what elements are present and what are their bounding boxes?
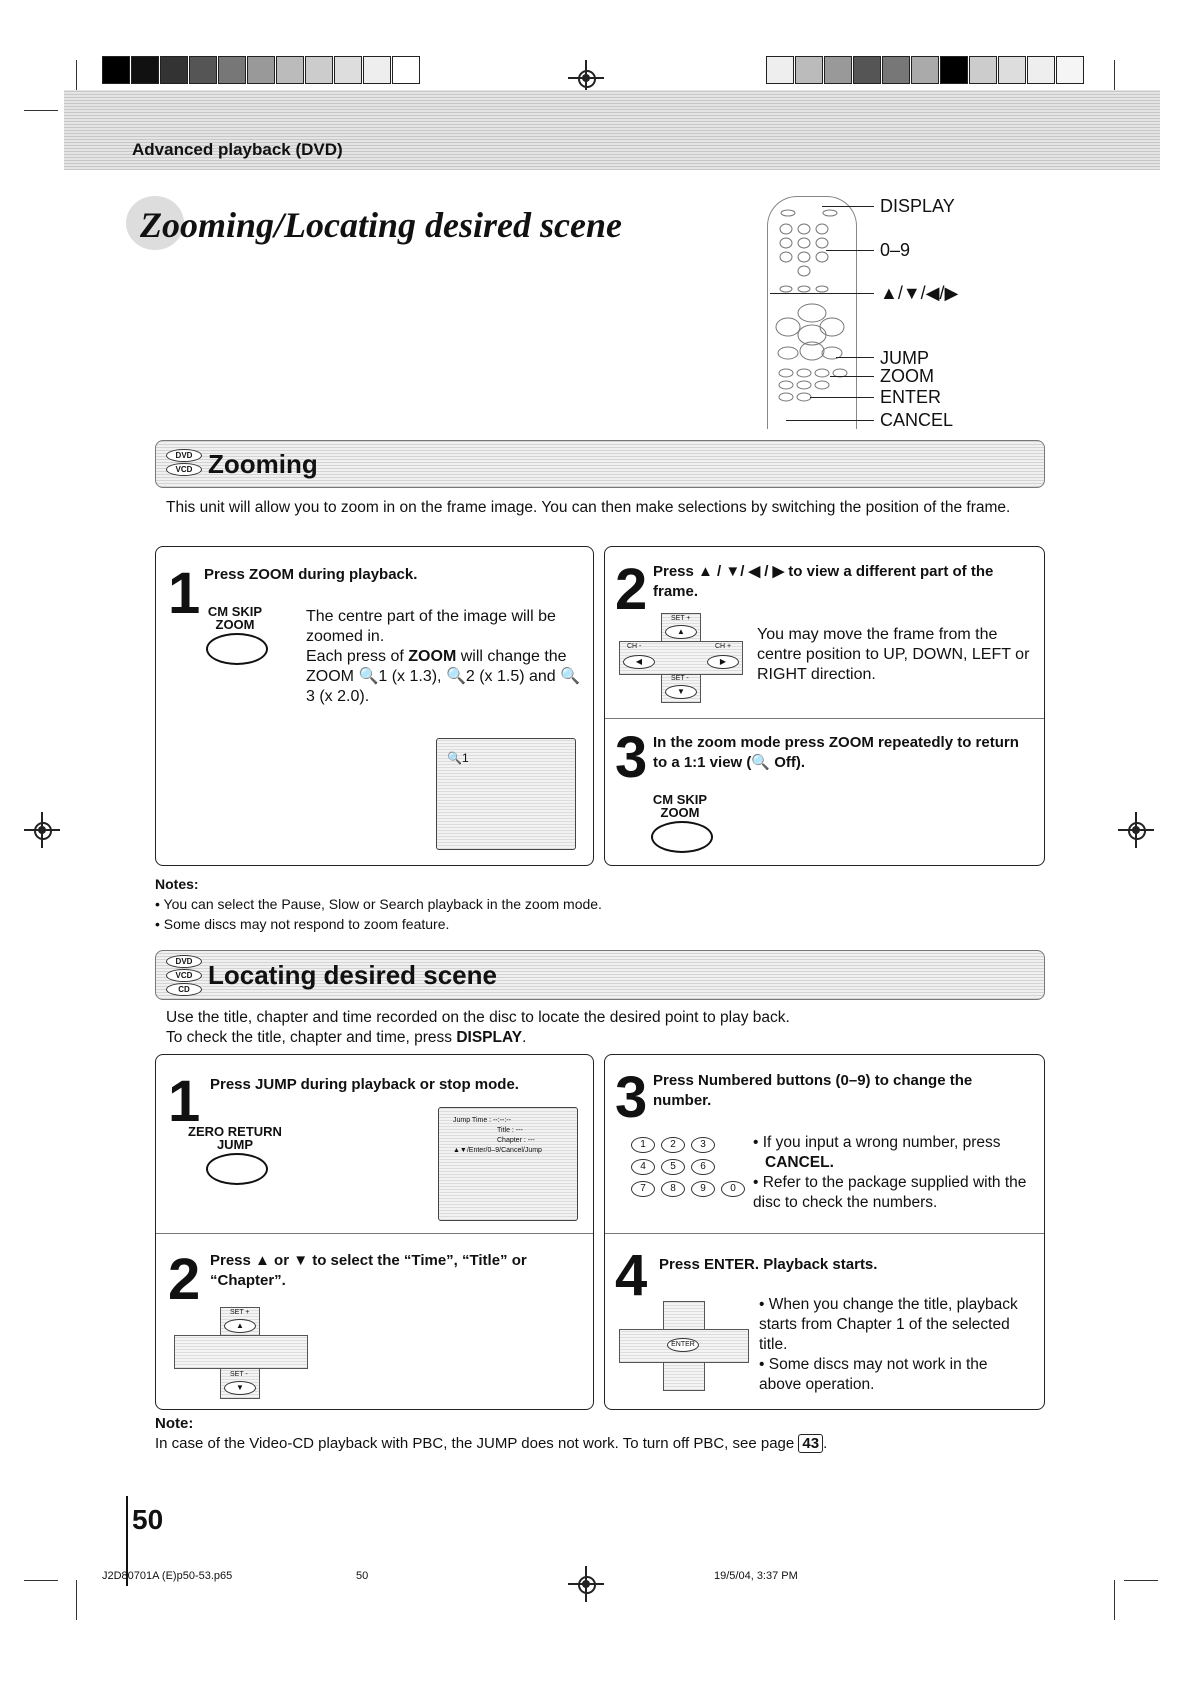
remote-label-numbers: 0–9 — [880, 240, 911, 260]
note-body: In case of the Video-CD playback with PBC, the JUMP does not work. To turn off PBC, see page — [155, 1435, 795, 1452]
button-label-bottom: ZOOM — [660, 805, 700, 820]
leader-line — [822, 206, 874, 207]
left-arrow-icon: ◀ — [623, 655, 655, 669]
step-heading: Press JUMP during playback or stop mode. — [210, 1076, 519, 1093]
jump-menu-line: Jump Time : --:--:-- — [453, 1117, 511, 1124]
locating-heading: Locating desired scene — [208, 960, 497, 990]
set-minus-label: SET - — [230, 1371, 248, 1378]
divider — [605, 718, 1044, 719]
disc-badges — [166, 449, 202, 477]
note-item: • You can select the Pause, Slow or Search playback in the zoom mode. — [155, 896, 602, 912]
crop-mark — [24, 1580, 58, 1581]
zooming-section-bar — [155, 440, 1045, 488]
intro2-bold: DISPLAY — [456, 1029, 523, 1046]
registration-mark-icon — [574, 1572, 598, 1596]
up-arrow-icon: ▲ — [224, 1319, 256, 1333]
right-arrow-icon: ▶ — [707, 655, 739, 669]
dvd-badge: DVD — [166, 449, 202, 462]
locate-step-1-2 — [155, 1054, 594, 1410]
registration-mark-icon — [574, 66, 598, 90]
number-button-icon: 7 — [631, 1181, 655, 1197]
registration-mark-icon — [30, 818, 54, 842]
step-heading: Press ENTER. Playback starts. — [659, 1256, 878, 1273]
disc-badges — [166, 955, 202, 997]
color-registration-bar-right — [766, 56, 1085, 84]
step-number: 3 — [615, 1065, 648, 1130]
jump-button-icon — [206, 1153, 268, 1185]
step-number: 3 — [615, 725, 648, 790]
note-title: Note: — [155, 1415, 194, 1432]
button-label-top: CM SKIP — [207, 604, 263, 619]
zoom-indicator: 🔍1 — [447, 751, 469, 765]
step-number: 1 — [168, 1069, 201, 1134]
bullet-1-bold: CANCEL. — [765, 1154, 834, 1171]
step-heading: In the zoom mode press ZOOM repeatedly to return to a 1:1 view (🔍 Off). — [653, 734, 1019, 771]
crop-mark — [24, 110, 58, 111]
remote-label-jump: JUMP — [880, 348, 929, 368]
arrow-pad-illustration — [619, 613, 743, 703]
leader-line — [810, 397, 874, 398]
number-button-icon: 1 — [631, 1137, 655, 1153]
button-label-bottom: JUMP — [216, 1137, 254, 1152]
bullet-1: • When you change the title, playback starts from Chapter 1 of the selected title. — [759, 1296, 1018, 1353]
number-button-icon: 6 — [691, 1159, 715, 1175]
step-bullets — [759, 1295, 1034, 1395]
step-number: 1 — [168, 561, 201, 626]
zoom-step-1 — [155, 546, 594, 866]
jump-menu — [453, 1116, 542, 1156]
locate-note — [155, 1414, 827, 1454]
step-text-b — [306, 647, 581, 707]
intro2-suffix: . — [522, 1029, 527, 1046]
jump-menu-line: ▲▼/Enter/0–9/Cancel/Jump — [453, 1147, 542, 1154]
number-button-icon: 5 — [661, 1159, 685, 1175]
step-number: 2 — [615, 557, 648, 622]
step-heading: Press ▲ / ▼/ ◀ / ▶ to view a different part of the frame. — [653, 563, 994, 600]
remote-label-zoom: ZOOM — [880, 366, 934, 386]
locating-intro — [166, 1008, 1046, 1048]
set-plus-label: SET + — [671, 615, 691, 622]
step-text — [306, 607, 581, 707]
bullet-2: • Some discs may not work in the above operation. — [759, 1356, 988, 1393]
remote-label-cancel: CANCEL — [880, 410, 954, 430]
crop-mark — [76, 1580, 77, 1620]
note-item: • Some discs may not respond to zoom feature. — [155, 916, 450, 932]
vcd-badge: VCD — [166, 969, 202, 982]
enter-button-icon: ENTER — [667, 1338, 699, 1352]
zoom-step-2-3 — [604, 546, 1045, 866]
color-registration-bar-left — [102, 56, 421, 84]
leader-line — [770, 293, 874, 294]
button-label-bottom: ZOOM — [215, 617, 255, 632]
footer-file: J2D80701A (E)p50-53.p65 — [102, 1570, 233, 1582]
dvd-badge: DVD — [166, 955, 202, 968]
enter-pad-illustration — [619, 1301, 749, 1391]
jump-menu-line: Title : --- — [497, 1127, 523, 1134]
intro-line-1: Use the title, chapter and time recorded on the disc to locate the desired point to play back. — [166, 1009, 790, 1026]
remote-label-enter: ENTER — [880, 387, 942, 407]
vcd-badge: VCD — [166, 463, 202, 476]
zoom-button-icon — [651, 821, 713, 853]
leader-line — [830, 376, 874, 377]
leader-line — [826, 250, 874, 251]
number-button-icon: 2 — [661, 1137, 685, 1153]
registration-mark-icon — [1124, 818, 1148, 842]
zooming-heading: Zooming — [208, 449, 318, 479]
step-bullets — [753, 1133, 1033, 1213]
step-text: You may move the frame from the centre position to UP, DOWN, LEFT or RIGHT direction. — [757, 626, 1030, 683]
ch-minus-label: CH - — [627, 643, 642, 650]
locate-step-3-4 — [604, 1054, 1045, 1410]
down-arrow-icon: ▼ — [665, 685, 697, 699]
text-b-prefix: Each press of — [306, 648, 409, 665]
page-title: Zooming/Locating desired scene — [140, 205, 622, 245]
crop-mark — [1114, 1580, 1115, 1620]
arrow-pad-illustration — [174, 1307, 308, 1399]
ch-plus-label: CH + — [715, 643, 732, 650]
step-text-a: The centre part of the image will be zoomed in. — [306, 608, 556, 645]
bullet-1: • If you input a wrong number, press — [753, 1134, 1001, 1151]
step-heading: Press Numbered buttons (0–9) to change the number. — [653, 1072, 973, 1109]
step-number: 2 — [168, 1247, 201, 1312]
leader-line — [836, 357, 874, 358]
note-text: In case of the Video-CD playback with PBC, the JUMP does not work. To turn off PBC, see page 43 . — [155, 1435, 828, 1452]
remote-control-illustration — [767, 196, 857, 429]
down-arrow-icon: ▼ — [224, 1381, 256, 1395]
section-label: Advanced playback (DVD) — [132, 140, 343, 159]
number-button-icon: 4 — [631, 1159, 655, 1175]
remote-label-display: DISPLAY — [880, 196, 955, 216]
cd-badge: CD — [166, 983, 202, 996]
number-button-icon: 8 — [661, 1181, 685, 1197]
divider — [156, 1233, 593, 1234]
set-minus-label: SET - — [671, 675, 689, 682]
button-label-top: CM SKIP — [652, 792, 708, 807]
number-button-icon: 9 — [691, 1181, 715, 1197]
notes-title: Notes: — [155, 876, 199, 892]
footer-date: 19/5/04, 3:37 PM — [714, 1570, 798, 1582]
text-b-suffix: will change the ZOOM 🔍1 (x 1.3), 🔍2 (x 1.5) and 🔍3 (x 2.0). — [306, 648, 581, 705]
zooming-intro: This unit will allow you to zoom in on the frame image. You can then make selections by switching the position of the frame. — [166, 499, 1011, 516]
remote-label-arrows: ▲/▼/◀/▶ — [880, 283, 959, 303]
number-button-icon: 0 — [721, 1181, 745, 1197]
tv-screen-illustration — [438, 1107, 578, 1221]
locating-section-bar — [155, 950, 1045, 1000]
intro-line-2 — [166, 1028, 1046, 1048]
intro2-prefix: To check the title, chapter and time, press — [166, 1029, 457, 1046]
number-button-icon: 3 — [691, 1137, 715, 1153]
crop-mark — [1124, 1580, 1158, 1581]
jump-menu-line: Chapter : --- — [497, 1137, 535, 1144]
zoom-button-icon — [206, 633, 268, 665]
page-number: 50 — [132, 1504, 164, 1535]
up-arrow-icon: ▲ — [665, 625, 697, 639]
step-number: 4 — [615, 1243, 648, 1308]
zoom-notes — [155, 874, 602, 934]
step-heading: Press ▲ or ▼ to select the “Time”, “Title” or “Chapter”. — [210, 1252, 527, 1289]
divider — [605, 1233, 1044, 1234]
step-heading: Press ZOOM during playback. — [204, 566, 418, 583]
remote-buttons-icon — [768, 197, 856, 429]
footer-page: 50 — [356, 1570, 369, 1582]
button-label-top: ZERO RETURN — [188, 1124, 282, 1139]
bullet-2: • Refer to the package supplied with the disc to check the numbers. — [753, 1174, 1027, 1211]
leader-line — [786, 420, 874, 421]
page-reference-link[interactable]: 43 — [798, 1434, 823, 1453]
set-plus-label: SET + — [230, 1309, 250, 1316]
tv-screen-illustration — [436, 738, 576, 850]
text-b-bold: ZOOM — [408, 648, 457, 665]
